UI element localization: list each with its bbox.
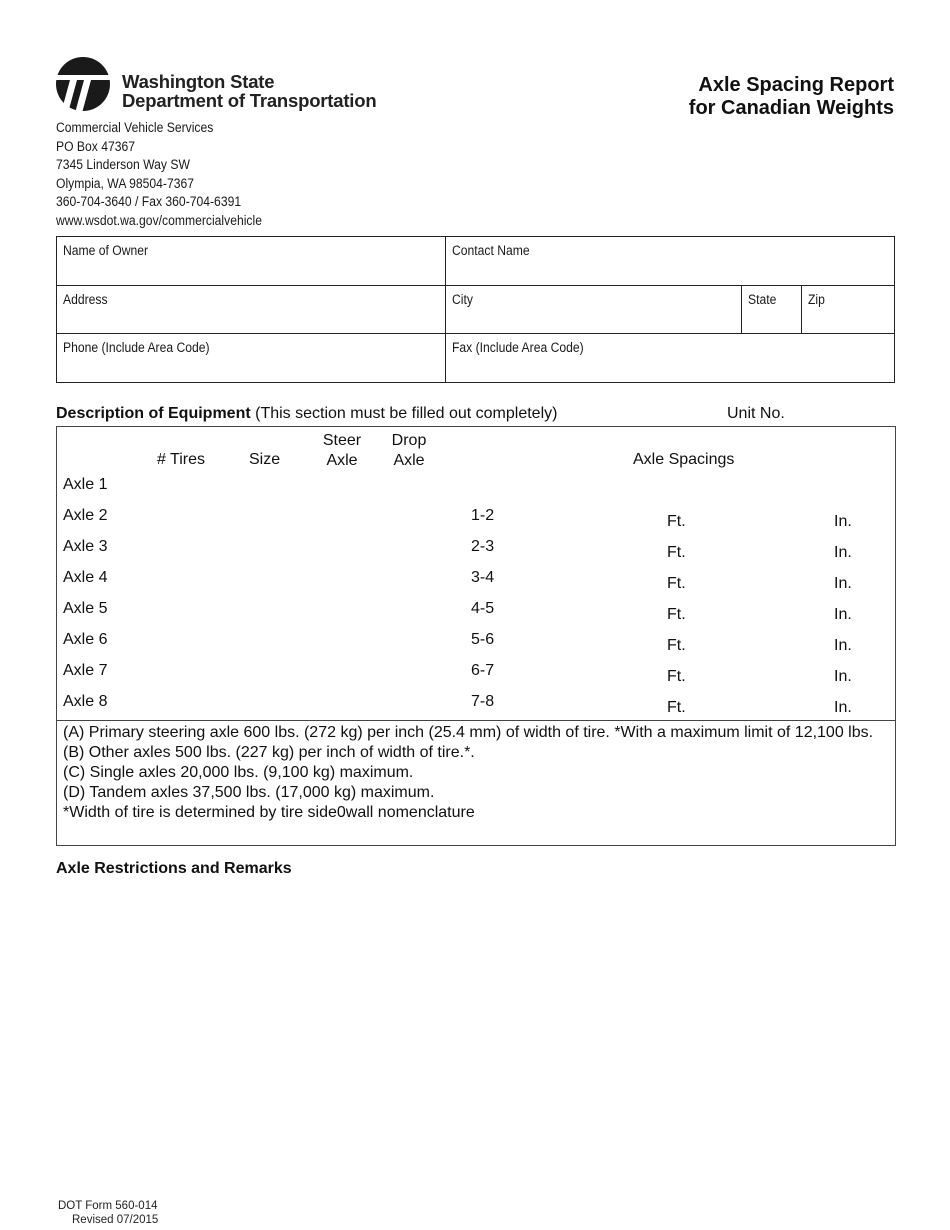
logo-line2: Department of Transportation	[122, 90, 377, 111]
note-c: (C) Single axles 20,000 lbs. (9,100 kg) maximum.	[63, 764, 414, 781]
unit-no-label: Unit No.	[727, 405, 785, 422]
weight-limit-notes	[56, 720, 896, 846]
address-label: Address	[63, 292, 108, 307]
spacing-pair-label: 7-8	[471, 693, 495, 710]
in-unit-label: In.	[834, 606, 852, 623]
spacing-pair-label: 5-6	[471, 631, 495, 648]
steer-line1: Steer	[322, 432, 362, 449]
ft-unit-label: Ft.	[667, 637, 686, 654]
note-d: (D) Tandem axles 37,500 lbs. (17,000 kg) maximum.	[63, 784, 435, 801]
col-header-axle-spacings: Axle Spacings	[633, 451, 735, 468]
in-unit-label: In.	[834, 544, 852, 561]
agency-address	[56, 119, 285, 231]
agency-logo-text	[122, 72, 376, 110]
form-number: DOT Form 560-014	[58, 1200, 158, 1212]
axle-row-label: Axle 3	[63, 538, 108, 555]
spacing-pair-label: 2-3	[471, 538, 495, 555]
agency-line: Commercial Vehicle Services	[56, 120, 214, 135]
fax-label: Fax (Include Area Code)	[452, 340, 584, 355]
equipment-table	[56, 426, 896, 721]
equipment-title-bold: Description of Equipment	[56, 405, 251, 422]
agency-website-link[interactable]: www.wsdot.wa.gov/commercialvehicle	[56, 212, 262, 228]
note-a: (A) Primary steering axle 600 lbs. (272 kg) per inch (25.4 mm) of width of tire. *With a maximum limit of 12,100 lbs.	[63, 724, 874, 741]
address-field[interactable]	[57, 286, 445, 333]
note-e: *Width of tire is determined by tire side0wall nomenclature	[63, 804, 475, 821]
equipment-section-title	[56, 405, 557, 423]
ft-unit-label: Ft.	[667, 513, 686, 530]
owner-name-label: Name of Owner	[63, 243, 149, 258]
equipment-title-note: (This section must be filled out completely)	[250, 405, 558, 422]
form-footer	[58, 1200, 158, 1227]
axle-row-label: Axle 2	[63, 507, 108, 524]
axle-row-label: Axle 6	[63, 631, 108, 648]
phone-label: Phone (Include Area Code)	[63, 340, 210, 355]
city-field[interactable]	[446, 286, 741, 333]
drop-line1: Drop	[391, 432, 427, 449]
remarks-field[interactable]	[56, 885, 896, 1175]
axle-row-label: Axle 8	[63, 693, 108, 710]
owner-name-field[interactable]	[57, 237, 445, 285]
col-header-steer-axle	[319, 431, 365, 471]
spacing-pair-label: 3-4	[471, 569, 495, 586]
in-unit-label: In.	[834, 575, 852, 592]
steer-line2: Axle	[326, 452, 358, 469]
col-header-tires: # Tires	[157, 451, 206, 468]
title-line2: for Canadian Weights	[688, 97, 894, 119]
agency-line: PO Box 47367	[56, 138, 136, 154]
col-header-size: Size	[249, 451, 281, 468]
ft-unit-label: Ft.	[667, 606, 686, 623]
ft-unit-label: Ft.	[667, 575, 686, 592]
ft-unit-label: Ft.	[667, 699, 686, 716]
drop-line2: Axle	[393, 452, 425, 469]
form-revision: Revised 07/2015	[72, 1213, 159, 1226]
in-unit-label: In.	[834, 668, 852, 685]
ft-unit-label: Ft.	[667, 544, 686, 561]
wsdot-logo-icon	[56, 55, 110, 113]
agency-line: 7345 Linderson Way SW	[56, 157, 190, 173]
axle-row-label: Axle 1	[63, 476, 108, 493]
state-field[interactable]	[742, 286, 801, 333]
contact-form	[56, 236, 895, 383]
in-unit-label: In.	[834, 637, 852, 654]
remarks-heading: Axle Restrictions and Remarks	[56, 860, 292, 877]
spacing-pair-label: 6-7	[471, 662, 495, 679]
axle-row-label: Axle 7	[63, 662, 108, 679]
state-label: State	[748, 292, 777, 307]
contact-name-label: Contact Name	[452, 243, 530, 258]
agency-line: 360-704-3640 / Fax 360-704-6391	[56, 194, 242, 210]
axle-row-label: Axle 4	[63, 569, 108, 586]
phone-field[interactable]	[57, 334, 445, 382]
spacing-pair-label: 1-2	[471, 507, 495, 524]
title-line1: Axle Spacing Report	[698, 74, 894, 96]
axle-row-label: Axle 5	[63, 600, 108, 617]
fax-field[interactable]	[446, 334, 894, 382]
in-unit-label: In.	[834, 699, 852, 716]
page-title	[689, 74, 894, 120]
city-label: City	[452, 292, 473, 307]
col-header-drop-axle	[386, 431, 432, 471]
zip-label: Zip	[808, 292, 825, 307]
ft-unit-label: Ft.	[667, 668, 686, 685]
contact-name-field[interactable]	[446, 237, 894, 285]
zip-field[interactable]	[802, 286, 894, 333]
spacing-pair-label: 4-5	[471, 600, 495, 617]
note-b: (B) Other axles 500 lbs. (227 kg) per inch of width of tire.*.	[63, 744, 475, 761]
logo-line1: Washington State	[122, 71, 275, 92]
in-unit-label: In.	[834, 513, 852, 530]
agency-line: Olympia, WA 98504-7367	[56, 175, 195, 191]
